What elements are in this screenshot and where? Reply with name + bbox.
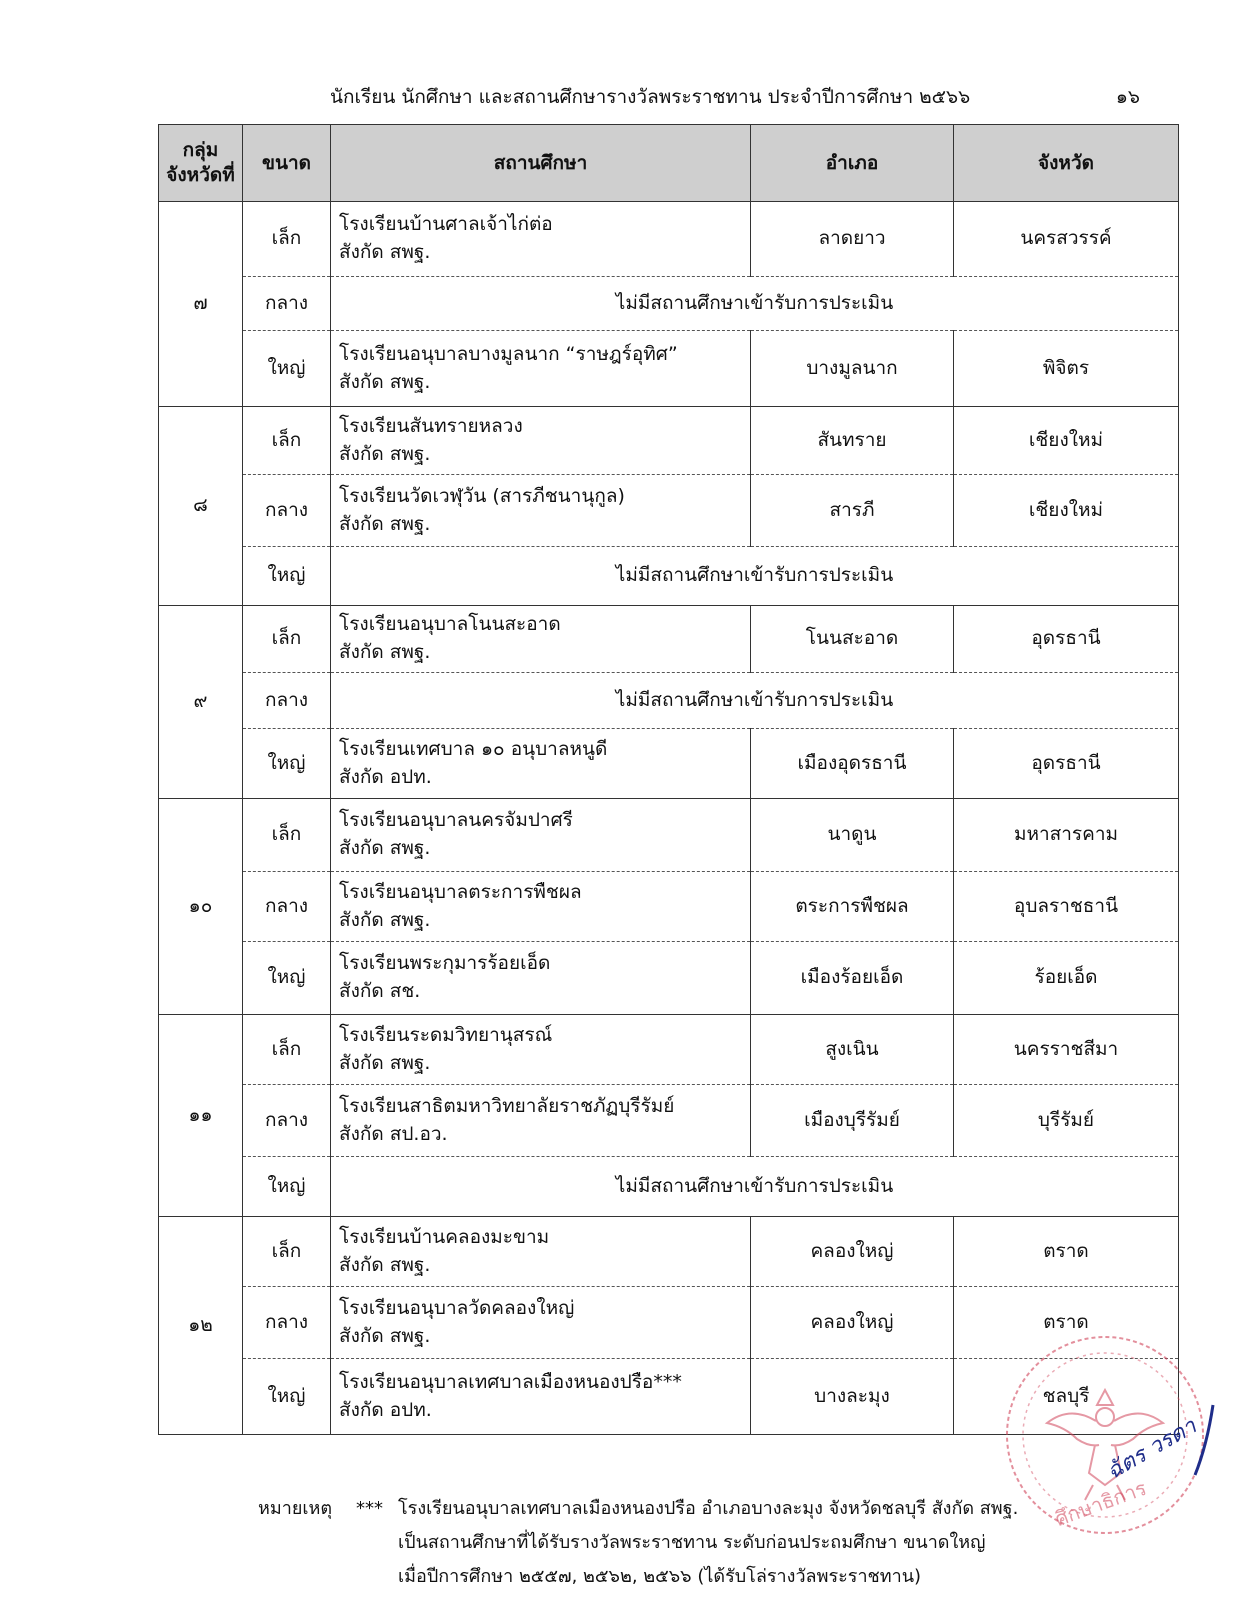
school-name: โรงเรียนสาธิตมหาวิทยาลัยราชภัฏบุรีรัมย์: [339, 1094, 675, 1117]
signature: ฉัตร วรดา: [1102, 1413, 1201, 1485]
district: เมืองอุดรธานี: [751, 729, 954, 799]
school-affiliation: สังกัด สพฐ.: [339, 641, 431, 663]
note-text-3: เมื่อปีการศึกษา ๒๕๕๗, ๒๕๖๒, ๒๕๖๖ (ได้รับโล่รางวัลพระราชทาน): [398, 1566, 922, 1587]
school-size: ใหญ่: [243, 1359, 331, 1435]
school-cell: [331, 729, 751, 799]
no-school-message: ไม่มีสถานศึกษาเข้ารับการประเมิน: [331, 673, 1179, 729]
district: ลาดยาว: [751, 202, 954, 277]
school-affiliation: สังกัด สพฐ.: [339, 1324, 431, 1347]
province: พิจิตร: [954, 331, 1179, 407]
table-row: [159, 407, 1179, 475]
school-size: กลาง: [243, 673, 331, 729]
school-size: กลาง: [243, 1085, 331, 1157]
table-row: [159, 729, 1179, 799]
signature-stroke: [1195, 1405, 1213, 1475]
school-name: โรงเรียนอนุบาลนครจัมปาศรี: [339, 809, 573, 832]
school-size: กลาง: [243, 475, 331, 547]
school-name: โรงเรียนสันทรายหลวง: [339, 414, 523, 437]
school-cell: [331, 942, 751, 1015]
awards-table: [158, 124, 1179, 1435]
district: บางมูลนาก: [751, 331, 954, 407]
school-cell: [331, 1359, 751, 1435]
no-school-message: ไม่มีสถานศึกษาเข้ารับการประเมิน: [331, 1157, 1179, 1217]
province: เชียงใหม่: [954, 475, 1179, 547]
school-size: ใหญ่: [243, 547, 331, 606]
school-size: เล็ก: [243, 202, 331, 277]
seal-text: ศึกษาธิการ: [1051, 1475, 1150, 1532]
province: ร้อยเอ็ด: [954, 942, 1179, 1015]
school-cell: [331, 331, 751, 407]
school-cell: [331, 872, 751, 942]
province: ชลบุรี: [954, 1359, 1179, 1435]
school-affiliation: สังกัด สพฐ.: [339, 370, 431, 393]
page-title: นักเรียน นักศึกษา และสถานศึกษารางวัลพระราชทาน ประจำปีการศึกษา ๒๕๖๖: [330, 86, 971, 108]
school-affiliation: สังกัด สพฐ.: [339, 1051, 431, 1074]
school-affiliation: สังกัด สพฐ.: [339, 512, 431, 535]
province: ตราด: [954, 1217, 1179, 1287]
district: เมืองร้อยเอ็ด: [751, 942, 954, 1015]
header-size: ขนาด: [243, 125, 331, 202]
table-row: [159, 1085, 1179, 1157]
school-size: เล็ก: [243, 799, 331, 872]
school-size: เล็ก: [243, 1217, 331, 1287]
table-row: [159, 277, 1179, 331]
table-row: [159, 1015, 1179, 1085]
province: ตราด: [954, 1287, 1179, 1359]
province: มหาสารคาม: [954, 799, 1179, 872]
school-name: โรงเรียนวัดเวฬุวัน (สารภีชนานุกูล): [339, 484, 625, 507]
table-body: [159, 202, 1179, 1435]
school-size: ใหญ่: [243, 331, 331, 407]
school-name: โรงเรียนอนุบาลวัดคลองใหญ่: [339, 1296, 575, 1319]
table-row: [159, 331, 1179, 407]
school-name: โรงเรียนบ้านคลองมะขาม: [339, 1225, 550, 1248]
province: นครราชสีมา: [954, 1015, 1179, 1085]
school-name: โรงเรียนอนุบาลเทศบาลเมืองหนองปรือ***: [339, 1370, 682, 1393]
school-cell: [331, 1217, 751, 1287]
district: นาดูน: [751, 799, 954, 872]
no-school-message: ไม่มีสถานศึกษาเข้ารับการประเมิน: [331, 277, 1179, 331]
official-seal: [985, 1335, 1225, 1535]
province: นครสวรรค์: [954, 202, 1179, 277]
school-cell: [331, 1015, 751, 1085]
table-row: [159, 1217, 1179, 1287]
school-affiliation: สังกัด สพฐ.: [339, 908, 431, 931]
school-name: โรงเรียนพระกุมารร้อยเอ็ด: [339, 952, 551, 975]
school-size: เล็ก: [243, 606, 331, 673]
school-cell: [331, 475, 751, 547]
school-cell: [331, 1085, 751, 1157]
school-cell: [331, 799, 751, 872]
table-header-row: [159, 125, 1179, 202]
province: อุดรธานี: [954, 729, 1179, 799]
school-cell: [331, 202, 751, 277]
school-size: เล็ก: [243, 1015, 331, 1085]
province: อุบลราชธานี: [954, 872, 1179, 942]
table-row: [159, 547, 1179, 606]
province-group-number: ๗: [159, 202, 243, 407]
header-group: กลุ่มจังหวัดที่: [159, 125, 243, 202]
note-label: หมายเหตุ: [258, 1498, 333, 1519]
school-affiliation: สังกัด สพฐ.: [339, 442, 431, 465]
district: สันทราย: [751, 407, 954, 475]
province-group-number: ๑๐: [159, 799, 243, 1015]
school-cell: [331, 606, 751, 673]
school-size: เล็ก: [243, 407, 331, 475]
province-group-number: ๘: [159, 407, 243, 606]
school-cell: [331, 1287, 751, 1359]
no-school-message: ไม่มีสถานศึกษาเข้ารับการประเมิน: [331, 547, 1179, 606]
province-group-number: ๑๒: [159, 1217, 243, 1435]
table-row: [159, 872, 1179, 942]
school-name: โรงเรียนอนุบาลตระการพืชผล: [339, 880, 582, 903]
header-school: สถานศึกษา: [331, 125, 751, 202]
header-province: จังหวัด: [954, 125, 1179, 202]
school-affiliation: สังกัด อปท.: [339, 765, 432, 788]
district: สูงเนิน: [751, 1015, 954, 1085]
province-group-number: ๙: [159, 606, 243, 799]
school-name: โรงเรียนอนุบาลโนนสะอาด: [339, 613, 561, 636]
district: บางละมุง: [751, 1359, 954, 1435]
school-name: โรงเรียนเทศบาล ๑๐ อนุบาลหนูดี: [339, 737, 608, 760]
school-size: ใหญ่: [243, 729, 331, 799]
school-size: ใหญ่: [243, 942, 331, 1015]
school-size: กลาง: [243, 277, 331, 331]
table-row: [159, 673, 1179, 729]
school-size: กลาง: [243, 872, 331, 942]
province: เชียงใหม่: [954, 407, 1179, 475]
table-row: [159, 799, 1179, 872]
province-group-number: ๑๑: [159, 1015, 243, 1217]
district: เมืองบุรีรัมย์: [751, 1085, 954, 1157]
note-text-1: โรงเรียนอนุบาลเทศบาลเมืองหนองปรือ อำเภอบางละมุง จังหวัดชลบุรี สังกัด สพฐ.: [398, 1498, 1019, 1519]
school-name: โรงเรียนระดมวิทยานุสรณ์: [339, 1023, 553, 1046]
table-row: [159, 475, 1179, 547]
school-name: โรงเรียนบ้านศาลเจ้าไก่ต่อ: [339, 213, 553, 236]
school-affiliation: สังกัด สพฐ.: [339, 837, 431, 859]
table-row: [159, 202, 1179, 277]
district: คลองใหญ่: [751, 1217, 954, 1287]
district: สารภี: [751, 475, 954, 547]
header-district: อำเภอ: [751, 125, 954, 202]
school-affiliation: สังกัด อปท.: [339, 1398, 432, 1421]
province: อุดรธานี: [954, 606, 1179, 673]
district: ตระการพืชผล: [751, 872, 954, 942]
school-affiliation: สังกัด สพฐ.: [339, 241, 431, 263]
note-text-2: เป็นสถานศึกษาที่ได้รับรางวัลพระราชทาน ระดับก่อนประถมศึกษา ขนาดใหญ่: [398, 1532, 986, 1553]
note-mark: ***: [356, 1498, 383, 1519]
school-cell: [331, 407, 751, 475]
table-row: [159, 1157, 1179, 1217]
school-affiliation: สังกัด สป.อว.: [339, 1122, 448, 1145]
province: บุรีรัมย์: [954, 1085, 1179, 1157]
school-affiliation: สังกัด สช.: [339, 980, 421, 1002]
table-row: [159, 942, 1179, 1015]
page-number: ๑๖: [1115, 86, 1140, 108]
page-header: [330, 82, 1140, 112]
school-size: กลาง: [243, 1287, 331, 1359]
school-size: ใหญ่: [243, 1157, 331, 1217]
school-affiliation: สังกัด สพฐ.: [339, 1253, 431, 1276]
district: โนนสะอาด: [751, 606, 954, 673]
district: คลองใหญ่: [751, 1287, 954, 1359]
school-name: โรงเรียนอนุบาลบางมูลนาก “ราษฎร์อุทิศ”: [339, 342, 678, 365]
table-row: [159, 606, 1179, 673]
